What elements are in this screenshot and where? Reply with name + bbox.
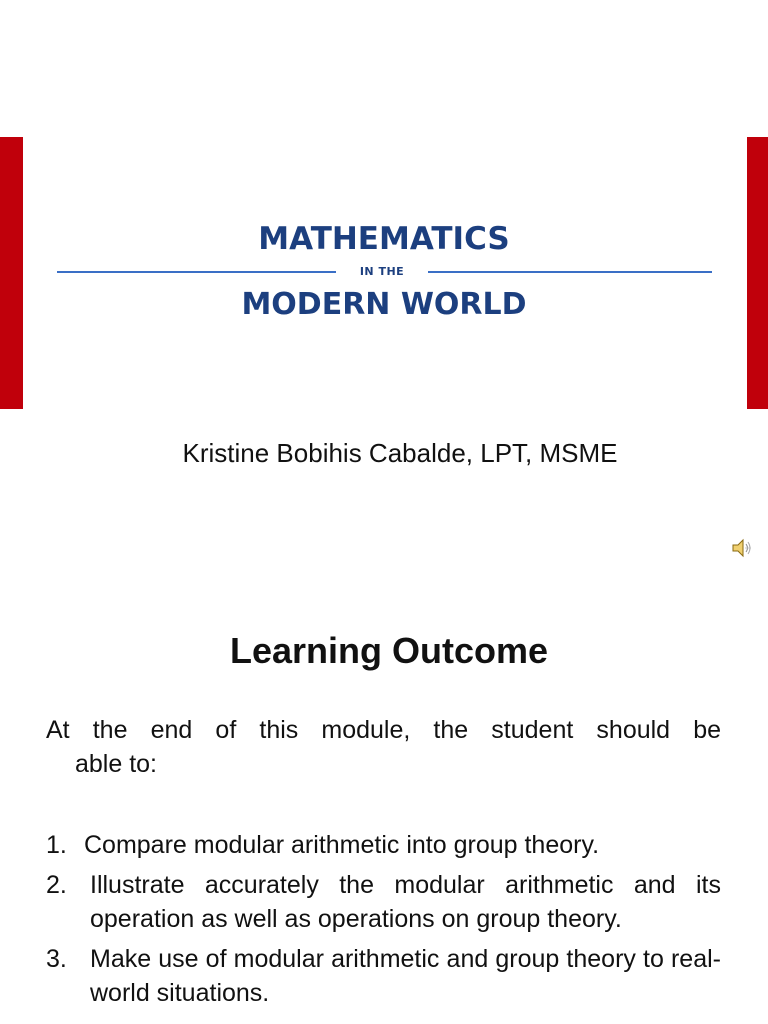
course-logo [0, 215, 768, 335]
intro-line2: able to: [75, 750, 158, 778]
outcome-list [46, 828, 721, 1016]
list-item [46, 828, 721, 862]
list-item-text: Compare modular arithmetic into group theory. [84, 831, 600, 859]
intro-paragraph [46, 713, 721, 781]
logo-title-line2: MODERN WORLD [241, 287, 527, 322]
logo-connector: IN THE [359, 265, 405, 278]
author-name: Kristine Bobihis Cabalde, LPT, MSME [182, 438, 618, 468]
logo-title-line1: MATHEMATICS [258, 221, 510, 257]
list-item [46, 942, 721, 1010]
learning-outcome-slide [0, 575, 768, 1024]
slide-title: Learning Outcome [229, 630, 549, 671]
list-item-number: 1. [46, 831, 67, 859]
list-item [46, 868, 721, 936]
intro-line1: At the end of this module, the student should be [46, 716, 721, 744]
logo-divider-left [57, 271, 336, 273]
speaker-audio-icon[interactable] [731, 537, 753, 559]
list-item-number: 3. [46, 945, 67, 973]
list-item-text: Illustrate accurately the modular arithmetic and its operation as well as operations on group theory. [90, 871, 721, 933]
list-item-number: 2. [46, 871, 67, 899]
logo-divider-right [428, 271, 712, 273]
list-item-text: Make use of modular arithmetic and group theory to real-world situations. [90, 945, 721, 1007]
